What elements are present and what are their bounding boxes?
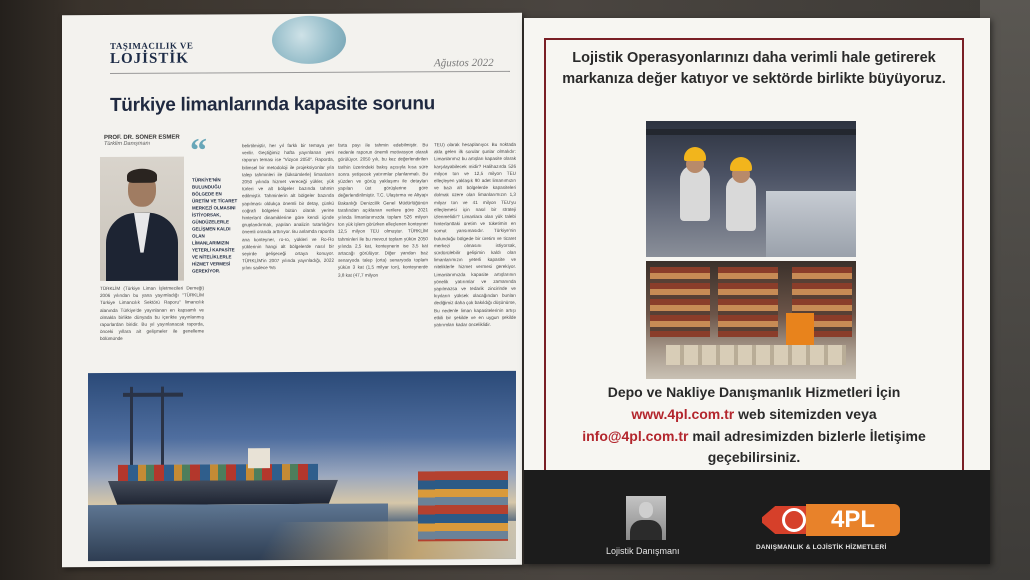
section-header [110, 41, 193, 68]
header-divider [110, 71, 510, 74]
quote-icon: “ [190, 132, 207, 170]
container-ship [108, 480, 338, 505]
closing-line: geçebilirsiniz. [707, 449, 801, 465]
worker-body [680, 165, 710, 221]
article-column-1 [100, 284, 204, 379]
container-stack [418, 471, 508, 541]
article-column-4 [434, 141, 516, 377]
port-image [88, 371, 516, 561]
author-block [104, 135, 180, 147]
column-4-text: TEU) olarak hesaplanıyor. Bu noktada akla gelen ilk sorular şunlar olmalıdır: Limanlarımız bu artışları kapasite olarak karşılayabilecek midir? Halihazırda 526 milyon ton ve 12,5 milyon TEU elleçleyen yaklaşık 90 adet limanımızın ve bazı alt bölgelerde kapasiteleri dolmak üzere olan limanlarımızın 1,3 milyar ton ve 41 milyon TEU'yu elleçlemesi için nasıl bir strateji izlenmelidir? Limanlara olan yük talebi hinterlanttaki üretim ve tüketimin en somut yansımasıdır. Türkiye'nin bulunduğu bölgede bir üretim ve ticaret merkezi olmasını istiyorsak, sürdürülebilir gelişimin kaldı olan limanlarımızın yeterli kapasite ve niteliklerle hizmet vermesi gerekiyor. Limanlarımızda kapasite artışlarının yönelik yatırımlar ve zamanında yapılmazsa ve tedarik zincirinde ve kıyıların yüksek olacağından bunları dediğimiz daha çok bakıldığı düşünürse, Bu nedenle liman kapasitelerinin artışı etkili bir şekilde ve en uygun şekilde yatırımları kadar önceliklidir. [434, 141, 516, 328]
issue-date: Ağustos 2022 [434, 56, 494, 70]
column-3-text: farta payı ile tahmin edebilmiştir. Bu nedenle raporun önemli motivasyon olarak görülüyor. 2050 yılı, bu kez değerlendirilen tarihin üzerindeki bakış açısıyla kısa süre sonra yetişecek yatırımlar planlanmalı. Bu yüzden ve görüş yaklaşımı ile detayları yapılan üst görüşlerine göre değerlendirilmiştir. T.C. Ulaştırma ve Altyapı Bakanlığı Denizcilik Genel Müdürlüğünün tarafından açıklanan verilere göre 2021 yılında limanlarımızda toplam 526 milyon ton yük işlem görürken elleçlenen konteyner 12,5 milyon TEU olmuştur. TÜRKLİM tahminleri ile bu mevcut toplam yükün 2050 yılında 2,5 kat, konteynerin ise 3,5 kat artacağı görülüyor. Diğer yandan baz senaryoda talep (orta) senaryoda toplam yükün 3 kat (1,5 milyar ton), konteynerde 3,8 kat (47,7 milyon [338, 142, 428, 278]
logo-ring-icon [782, 508, 806, 532]
brand-logo [762, 504, 900, 542]
website-link[interactable]: www.4pl.com.tr [631, 406, 735, 422]
author-name: PROF. DR. SONER ESMER [104, 134, 180, 141]
ship-bridge [248, 448, 270, 468]
portrait-hair [127, 169, 157, 183]
hard-hat-icon [684, 147, 706, 161]
author-role: Türklim Danışmanı [104, 140, 151, 147]
logo-text: 4PL [806, 504, 900, 536]
author-portrait [100, 157, 184, 281]
consultant-suit [630, 520, 662, 540]
website-line [550, 406, 958, 422]
email-suffix: mail adresimizden bizlerle İletişime [688, 428, 926, 444]
email-line [550, 428, 958, 444]
website-suffix: web sitemizden veya [734, 406, 877, 422]
storage-rack [650, 267, 710, 337]
forklift [786, 313, 814, 347]
consultant-head [639, 502, 653, 518]
machine [766, 191, 856, 257]
pull-quote: TÜRKİYE'NİN BULUNDUĞU BÖLGEDE EN ÜRETİM VE TİCARET MERKEZİ OLMASINI İSTİYORSAK, GÜNDÜZELERLE GELİŞMEN KALDI OLAN LİMANLARIMIZIN YETERLİ KAPASİTE VE NİTELİKLERLE HİZMET VERMESİ GEREKİYOR. [192, 177, 238, 274]
ceiling-beam [646, 129, 856, 135]
article-column-3 [338, 141, 428, 377]
left-magazine-page [62, 13, 522, 567]
section-title-small: TAŞIMACILIK VE [110, 40, 194, 51]
storage-rack [718, 267, 778, 337]
floor-pallets [666, 345, 846, 365]
article-headline: Türkiye limanlarında kapasite sorunu [110, 93, 435, 116]
worker-body [726, 175, 756, 231]
column-2-text: belirtilmiştir, her yıl farklı bir temaya yer verilir. Geçtiğimiz hafta yayınlanan yeni raporun teması ise "Vizyon 2050". Raporda, bilimsel bir metodoloji ile projeksiyonlar yıla talep tahminleri ile (lüksümlerle) limanların 2050 yılında hizmet vereceği yükler, yük türleri ve alt bölgeler bazında tahmin edilmiştir. Tahminlerin alt bölgeler bazında yapılması oldukça önemli bir detay, çünkü coğrafi bölgeleri bütün olarak yerine hinterlant dinamiklerine göre kendi içinde gruplandırmak, yapılan analizin tutarlılığını önemli oranda arttırıyor. Bu anlamda raporda ana konteyner, ro-ro, yükleri ve Ro-Ro yüklerinin hangi alt bölgelerde nasıl bir seyirde gelişeceği ortaya konuyor. TÜRKLİM'in 2007 yılında yayınladığı, 2022 yılını sadece %5 [242, 142, 334, 271]
globe-graphic [272, 16, 346, 64]
section-title-big: LOJİSTİK [110, 50, 189, 67]
ad-subtitle: Depo ve Nakliye Danışmanlık Hizmetleri İçin [607, 384, 901, 400]
consultant-photo [626, 496, 666, 540]
consultant-label: Lojistik Danışmanı [606, 546, 680, 556]
logo-caption: DANIŞMANLIK & LOJİSTİK HİZMETLERİ [756, 544, 887, 551]
ad-footer [524, 470, 990, 564]
column-1-text: TÜRKLİM (Türkiye Liman İşletmecileri Derneği) 2006 yılından bu yana yayımladığı "TÜRKLİM Türkiye Limancılık Sektörü Raporu" limancılık alanında Türkiye'de yayınlanan en kapsamlı ve olmakla birlikte dünyada bu içerikte yayınlanmış raporlardan biridir. Bu yıl yayınlanacak raporda, önceki yıllara ait gelişmeler ile genelleme bölümünde [100, 285, 204, 342]
article-column-2 [242, 142, 334, 378]
right-ad-page [524, 18, 990, 564]
hard-hat-icon [730, 157, 752, 171]
email-link[interactable]: info@4pl.com.tr [582, 428, 689, 444]
warehouse-image [646, 261, 856, 379]
workers-image [646, 121, 856, 257]
ad-title: Lojistik Operasyonlarınızı daha verimli hale getirerek markanıza değer katıyor ve sektörde birlikte büyüyoruz. [562, 50, 946, 87]
